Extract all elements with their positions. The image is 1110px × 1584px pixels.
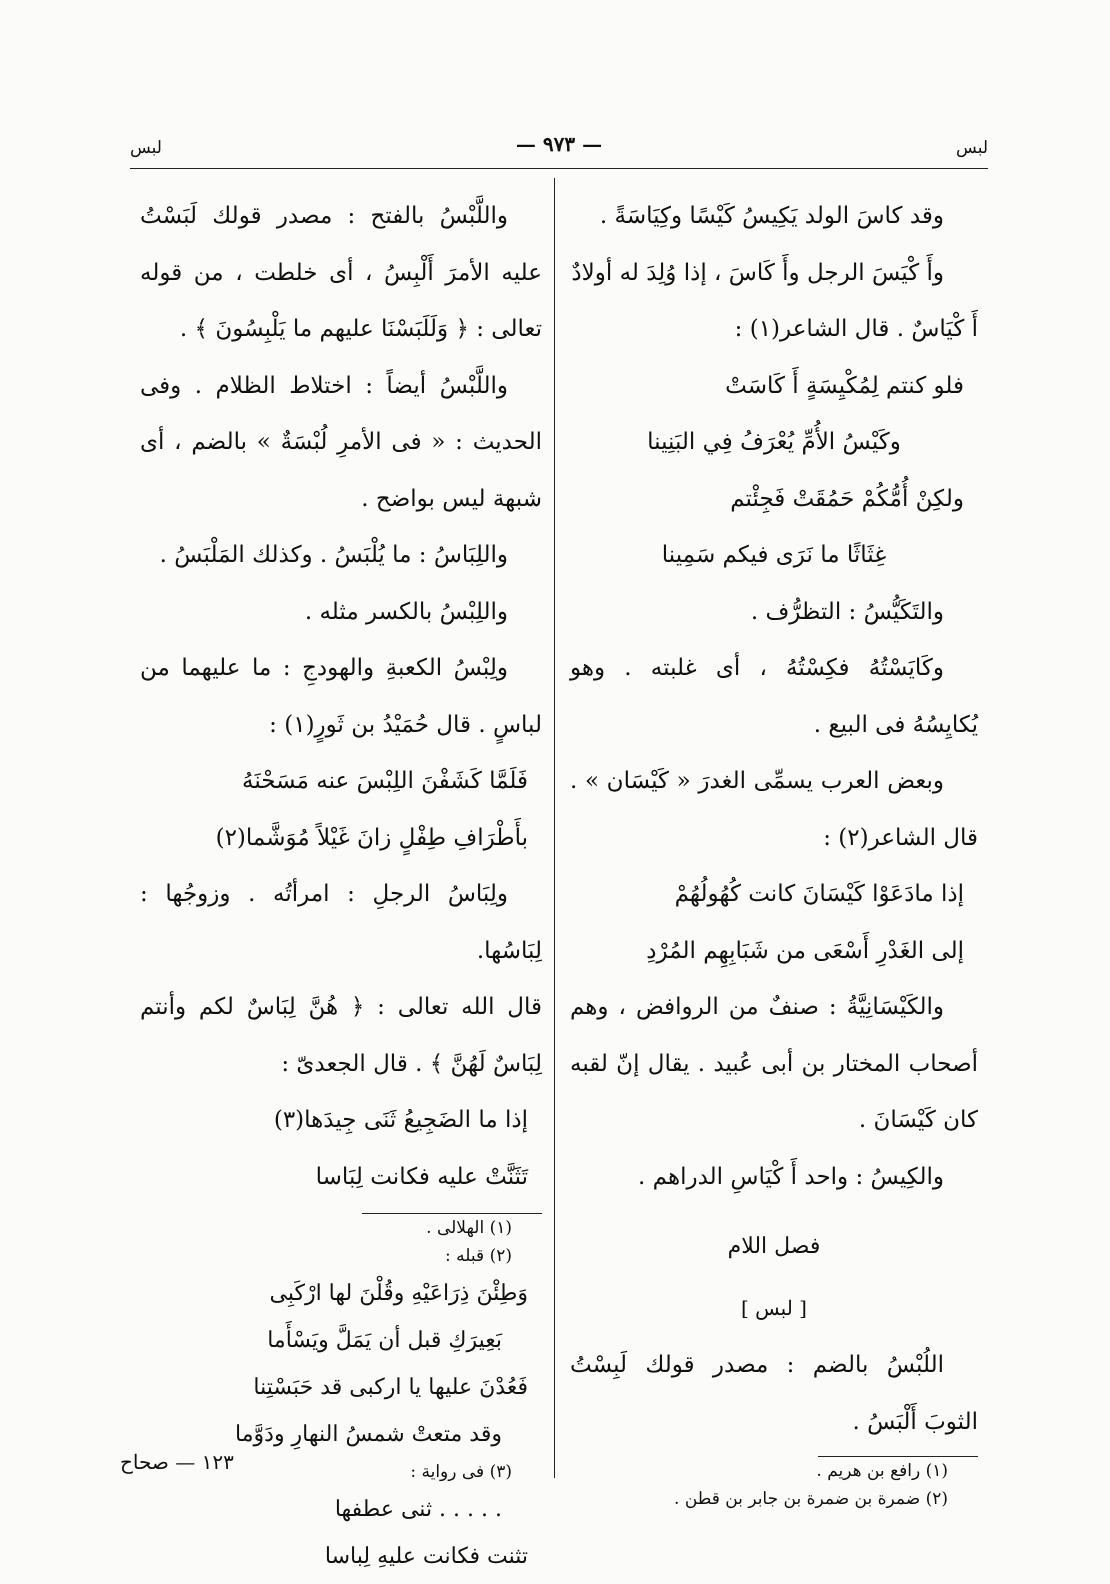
footnote-verse-line: وقد متعتْ شمسُ النهارِ ودَوَّما (235, 1422, 502, 1447)
footnote-verse-line: بَعِيرَكِ قبل أن يَمَلَّ ويَسْأَما (267, 1328, 502, 1353)
footnote-verse-line: فَعُدْنَ عليها يا اركبى قد حَبَسْتِنا (253, 1375, 528, 1400)
footnote-verse-line: وَطِئْنَ ذِرَاعَيْهِ وقُلْنَ لها ارْكَبِى (269, 1281, 528, 1306)
page-number: — ٩٧٣ — (515, 132, 603, 156)
footnote: (١) رافع بن هريم . (816, 1461, 948, 1481)
section-title: فصل اللام (727, 1234, 821, 1259)
footnote-verse-line: تثنت فكانت عليهِ لِباسا (324, 1544, 528, 1569)
paragraph: واللَّبْسُ أيضاً : اختلاط الظلام . وفى الحديث : « فى الأمرِ لُبْسَةٌ » بالضم ، أى شبهة ليس بواضح . (140, 372, 542, 512)
paragraph: قال الله تعالى : ﴿ هُنَّ لِبَاسٌ لكم وأنتم لِبَاسٌ لَهُنَّ ﴾ . قال الجعدىّ : (140, 994, 542, 1077)
paragraph: ولِبْسُ الكعبةِ والهودجِ : ما عليهما من لباسٍ . قال حُمَيْدُ بن ثَورٍ(١) : (140, 655, 542, 738)
paragraph: والكِيسُ : واحد أَ كْيَاسِ الدراهم . (638, 1163, 944, 1190)
verse-line: إلى الغَدْرِ أَسْعَى من شَبَابِهِم المُرْدِ (646, 937, 964, 964)
page-header (130, 128, 988, 164)
right-column (570, 188, 978, 1513)
verse-line: وكَيْسُ الأُمِّ يُعْرَفُ فِي البَنِينا (647, 429, 901, 455)
paragraph: وكَايَسْتُهُ فكِسْتُهُ ، أى غلبته . وهو يُكايِسُهُ فى البيع . (570, 655, 978, 738)
running-head-left: لبس (130, 138, 162, 158)
text-line: وأَ كْيَسَ الرجل وأَ كَاسَ ، إذا وُلِدَ له أولادٌ (571, 259, 944, 286)
verse-line: فَلَمَّا كَشَفْنَ اللِبْسَ عنه مَسَحْنَهُ (242, 768, 528, 794)
header-rule (130, 168, 988, 169)
signature-mark: ١٢٣ — صحاح (120, 1450, 234, 1474)
verse-line: غِثَاثًا ما نَرَى فيكم سَمِينا (661, 542, 887, 568)
verse-line: إذا ما الضَجِيعُ ثَنَى جِيدَها(٣) (273, 1107, 528, 1133)
verse-line: تَثَنَّتْ عليه فكانت لِبَاسا (315, 1163, 528, 1190)
text-line: وقد كاسَ الولد يَكِيسُ كَيْسًا وكِيَاسَةً . (599, 203, 944, 229)
paragraph: والتَكَيُّسُ : التظرُّف . (750, 598, 944, 625)
left-column (140, 188, 542, 1580)
verse-line: فلو كنتم لِمُكْيِسَةٍ أَ كَاسَتْ (725, 372, 964, 399)
footnote: (١) الهلالى . (426, 1218, 512, 1238)
verse-line: بأَطْرَافِ طِفْلٍ زانَ غَيْلاً مُوَشَّما(٢) (215, 824, 528, 851)
paragraph: واللَّبْسُ بالفتح : مصدر قولك لَبَسْتُ عليه الأمرَ أَلْبِسُ ، أى خلطت ، من قوله تعالى : ﴿ وَلَلَبَسْنَا عليهم ما يَلْبِسُونَ ﴾ . (140, 203, 542, 342)
column-divider (554, 178, 555, 1478)
paragraph: والكَيْسَانِيَّةُ : صنفٌ من الروافض ، وهم أصحاب المختار بن أبى عُبيد . يقال إنّ لقبه كان كَيْسَانَ . (570, 994, 978, 1133)
paragraph: واللِبْسُ بالكسر مثله . (304, 598, 508, 625)
verse-line: ولكِنْ أُمُّكُمْ حَمُقَتْ فَجِئْتم (730, 485, 964, 512)
running-head-right: لبس (956, 138, 988, 158)
text-line: أَ كْيَاسٌ . قال الشاعر(١) : (734, 316, 978, 342)
paragraph: واللِبَاسُ : ما يُلْبَسُ . وكذلك المَلْبَسُ . (159, 542, 508, 568)
verse-line: إذا مادَعَوْا كَيْسَانَ كانت كُهُولُهُمْ (674, 881, 964, 907)
paragraph: وبعض العرب يسمِّى الغدرَ « كَيْسَان » . قال الشاعر(٢) : (570, 768, 978, 851)
entry-heading: [ لبس ] (741, 1296, 807, 1320)
footnote: (٢) ضمرة بن ضمرة بن جابر بن قطن . (674, 1489, 948, 1509)
footnote: (٣) فى رواية : (410, 1462, 512, 1482)
footnote-verse-line: . . . . . ثنى عطفها (334, 1497, 502, 1522)
footnote: (٢) قبله : (445, 1246, 512, 1266)
paragraph: اللُبْسُ بالضم : مصدر قولك لَبِسْتُ الثوبَ أَلْبَسُ . (570, 1352, 978, 1435)
paragraph: ولِبَاسُ الرجلِ : امرأتُه . وزوجُها : لِبَاسُها. (140, 881, 542, 964)
